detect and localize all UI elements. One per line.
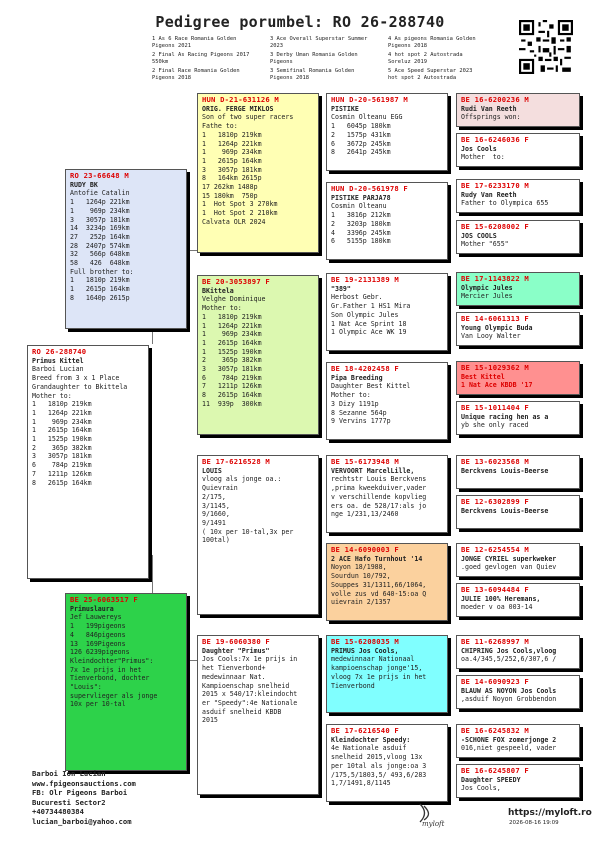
pigeon-card-g2[interactable] (456, 133, 580, 167)
contact-line: +40734480384 (32, 807, 84, 816)
pigeon-info-line: 8 2615p 164km (202, 391, 262, 400)
pigeon-info-line: per 10tal als jonge:oa 3 (331, 761, 427, 770)
pigeon-name: Olympic Jules (461, 283, 513, 292)
pigeon-card-ssd[interactable] (326, 182, 448, 260)
ring-number: BE 15-6208035 M (331, 637, 399, 646)
pigeon-info-line: Kleindochter"Primus": (70, 656, 154, 665)
pigeon-info-line: 1 1264p 221km (70, 198, 130, 207)
pigeon-info-line: Jos Cools, (461, 784, 501, 793)
pigeon-info-line: Daughter Best Kittel (331, 382, 411, 391)
results-list (152, 36, 507, 82)
pigeon-card-g15[interactable] (456, 724, 580, 758)
pigeon-info-line: 9 Vervins 1777p (331, 417, 391, 426)
pigeon-info-line: medewinnaar Nat. (202, 672, 266, 681)
pigeon-info-line: 9/1491 (202, 518, 226, 527)
pigeon-name: LOUIS (202, 466, 222, 475)
pigeon-info-line: 3 Dizy 1191p (331, 399, 379, 408)
ring-number: BE 16-6245832 M (461, 726, 529, 735)
pigeon-info-line: vloog 7x 1e prijs in het (331, 672, 427, 681)
qr-code (519, 20, 573, 74)
pigeon-info-line: vloog als jonge oa.: (202, 475, 282, 484)
pigeon-info-line: Fathe to: (202, 122, 238, 131)
pigeon-card-dd[interactable] (197, 635, 319, 795)
pigeon-info-line: 8 164km 2615p (202, 174, 262, 183)
pigeon-info-line: Souppes 31/1311,66/1064, (331, 580, 427, 589)
pigeon-info-line: Herbost Gebr. (331, 293, 383, 302)
pigeon-card-g12[interactable] (456, 583, 580, 617)
pigeon-info-line: Kampioenschap snelheid (202, 681, 290, 690)
result-entry: 3 Ace Overall Superstar Summer 2023 (270, 36, 368, 49)
pigeon-name: Rudy Van Reeth (461, 190, 517, 199)
pigeon-name: VERVOORT MarcelLille, (331, 466, 415, 475)
pigeon-info-line: 1 1810p 219km (202, 312, 262, 321)
pigeon-info-line: 2 365p 382km (32, 443, 92, 452)
pigeon-info-line: 3 3057p 181km (32, 452, 92, 461)
pigeon-info-line: 32 566p 648km (70, 250, 130, 259)
pigeon-info-line: Jos Cools:7x 1e prijs in (202, 655, 298, 664)
pigeon-name: JOS COOLS (461, 231, 497, 240)
result-entry: 4 hot spot 2 Autostrada Soreluz 2019 (388, 52, 463, 65)
pedigree-title: Pedigree porumbel: RO 26-288740 (155, 13, 445, 31)
pigeon-info-line: 10x per 10-tal (70, 700, 126, 709)
pigeon-card-sd[interactable] (197, 275, 319, 435)
pigeon-name: PISTIKE (331, 104, 359, 113)
svg-text:myloft: myloft (422, 820, 445, 828)
pigeon-info-line: 1 Hot Spot 3 270km (202, 200, 278, 209)
pigeon-info-line: 2015 (202, 716, 218, 725)
pigeon-info-line: 17 262km 1488p (202, 183, 258, 192)
pigeon-info-line: 13 169Pigeons (70, 639, 126, 648)
pigeon-card-dam[interactable] (65, 593, 187, 771)
pigeon-info-line: 1 969p 234km (32, 417, 92, 426)
pigeon-card-g3[interactable] (456, 179, 580, 213)
pigeon-name: ORIG. FERGE MIKLOS (202, 104, 274, 113)
print-date: 2026-08-16 19:09 (509, 820, 559, 826)
pigeon-info-line: Velghe Dominique (202, 295, 266, 304)
ring-number: HUN D-21-631126 M (202, 95, 279, 104)
pigeon-name: JULIE 100% Heremans, (461, 594, 541, 603)
breeder-contact (32, 769, 136, 826)
pigeon-info-line: 2/175, (202, 492, 226, 501)
pigeon-info-line: Son Olympic Jules (331, 310, 399, 319)
pigeon-info-line: asduif snelheid KBDB (202, 707, 282, 716)
pigeon-info-line: 14 3234p 169km (70, 224, 130, 233)
pigeon-info-line: 6 3672p 245km (331, 139, 391, 148)
pigeon-info-line: Father to Olympica 655 (461, 199, 549, 208)
pigeon-info-line: het Tienverbond+ (202, 664, 266, 673)
pigeon-info-line: 6 784p 219km (202, 373, 262, 382)
result-entry: 4 As pigeons Romania Golden Pigeons 2018 (388, 36, 476, 49)
contact-line: Barboi Ion Lucian (32, 769, 106, 778)
pigeon-card-ss[interactable] (197, 93, 319, 253)
pigeon-info-line: 8 Sezanne 564p (331, 408, 387, 417)
pigeon-info-line: 1 Hot Spot 2 210km (202, 209, 278, 218)
pigeon-info-line: 1 1525p 190km (202, 347, 262, 356)
pigeon-info-line: 28 2407p 574km (70, 241, 130, 250)
pigeon-info-line: kampioenschap jonge'15, (331, 664, 423, 673)
pigeon-info-line: v verschillende kopvlieg (331, 492, 427, 501)
pigeon-info-line: /175,5/1803,5/ 493,6/283 (331, 770, 427, 779)
pigeon-card-dss[interactable] (326, 455, 448, 533)
ring-number: BE 12-6302899 F (461, 497, 529, 506)
pigeon-name: Young Olympic Buda (461, 323, 533, 332)
pigeon-info-line: 1 1525p 190km (32, 435, 92, 444)
pigeon-info-line: moeder v oa 003-14 (461, 603, 533, 612)
ring-number: BE 17-6216528 M (202, 457, 270, 466)
pigeon-name: Daughter "Primus" (202, 646, 270, 655)
pigeon-info-line: Van Looy Walter (461, 332, 521, 341)
pigeon-info-line: 1 2615p 164km (70, 285, 130, 294)
pigeon-info-line: er "Speedy":4e Nationale (202, 698, 298, 707)
pigeon-card-sds[interactable] (326, 273, 448, 351)
contact-line: Bucuresti Sector2 (32, 797, 106, 807)
pigeon-card-sdd[interactable] (326, 362, 448, 440)
pigeon-name: 2 ACE Hafo Turnhout '14 (331, 554, 423, 563)
pigeon-card-g11[interactable] (456, 543, 580, 577)
result-entry: 2 Final Race Romania Golden Pigeons 2018 (152, 68, 240, 81)
pigeon-info-line: Tienverbond (331, 681, 375, 690)
pigeon-info-line: 1 Nat Ace Sprint 18 (331, 319, 407, 328)
pigeon-info-line: uievrain 2/1357 (331, 598, 391, 607)
pigeon-info-line: Mother to: (202, 304, 242, 313)
pigeon-info-line: Offsprings won: (461, 113, 521, 122)
pigeon-card-ddd[interactable] (326, 724, 448, 802)
ring-number: RO 23-66648 M (70, 171, 129, 180)
pigeon-info-line: 15 180km 750p (202, 191, 258, 200)
pigeon-info-line: 016,niet gespeeld, vader (461, 744, 557, 753)
site-url[interactable]: https://myloft.ro (508, 808, 592, 818)
ring-number: BE 15-6208002 F (461, 222, 529, 231)
pigeon-info-line: 58 426 648km (70, 259, 130, 268)
contact-line[interactable]: www.fpigeonsauctions.com (32, 778, 136, 788)
pigeon-name: Jos Cools (461, 144, 497, 153)
ring-number: BE 12-6254554 M (461, 545, 529, 554)
ring-number: BE 15-1011404 F (461, 403, 529, 412)
pigeon-info-line: 6 5155p 180km (331, 237, 391, 246)
pigeon-name: Best Kittel (461, 372, 505, 381)
pigeon-info-line: 1 Olympic Ace WK 19 (331, 328, 407, 337)
pigeon-info-line: Mother to: (32, 391, 72, 400)
pigeon-info-line: medewinnaar Nationaal (331, 655, 415, 664)
pigeon-info-line: 1,7/1491,8/1145 (331, 779, 391, 788)
pigeon-info-line: 3 3057p 181km (202, 165, 262, 174)
pigeon-name: Rudi Van Reeth (461, 104, 517, 113)
ring-number: HUN D-20-561978 F (331, 184, 408, 193)
pigeon-info-line: 4 846pigeons (70, 630, 126, 639)
pigeon-info-line: 2015 x 540/17:kleindocht (202, 690, 298, 699)
pigeon-info-line: ,prima kweekduiver,vader (331, 484, 427, 493)
ring-number: BE 17-1143822 M (461, 274, 529, 283)
pigeon-info-line: Full brother to: (70, 267, 134, 276)
ring-number: BE 11-6268997 M (461, 637, 529, 646)
pigeon-info-line: 4 3396p 245km (331, 228, 391, 237)
ring-number: BE 19-2131389 M (331, 275, 399, 284)
pigeon-info-line: Mother to: (461, 153, 505, 162)
ring-number: BE 20-3053897 F (202, 277, 270, 286)
pigeon-name: CHIPRING Jos Cools,vloog (461, 646, 557, 655)
pigeon-info-line: rechtstr Louis Berckvens (331, 475, 427, 484)
pigeon-card-dds[interactable] (326, 635, 448, 713)
pigeon-info-line: 1 1810p 219km (32, 400, 92, 409)
contact-line: FB: Olr Pigeons Barboi (32, 788, 128, 797)
pigeon-info-line: .goed gevlogen van Quiev (461, 563, 557, 572)
pigeon-info-line: 7x 1e prijs in het (70, 665, 142, 674)
pigeon-info-line: 27 252p 164km (70, 232, 130, 241)
pigeon-info-line: 11 939p 300km (202, 399, 262, 408)
result-entry: 2 Final As Racing Pigeons 2017 550km (152, 52, 250, 65)
pigeon-name: "389" (331, 284, 351, 293)
pigeon-card-g14[interactable] (456, 675, 580, 709)
pigeon-name: Primus Kittel (32, 356, 84, 365)
pigeon-info-line: Cosmin Olteanu (331, 202, 387, 211)
ring-number: BE 15-6173948 M (331, 457, 399, 466)
pigeon-card-g1[interactable] (456, 93, 580, 127)
pigeon-card-sire[interactable] (65, 169, 187, 329)
contact-line[interactable]: lucian_barboi@yahoo.com (32, 816, 132, 826)
pigeon-info-line: 1 969p 234km (202, 148, 262, 157)
pigeon-info-line: 7 1211p 126km (32, 469, 92, 478)
pigeon-info-line: volle zus vd 640-15:oa Q (331, 589, 427, 598)
ring-number: BE 17-6216540 F (331, 726, 399, 735)
pigeon-info-line: supervlieger als jonge (70, 691, 158, 700)
pigeon-info-line: Gr.Father 1 HS1 Mira (331, 302, 411, 311)
pigeon-name: Unique racing hen as a (461, 412, 549, 421)
pigeon-card-g4[interactable] (456, 220, 580, 254)
pigeon-info-line: 1 1810p 219km (70, 276, 130, 285)
ring-number: BE 14-6090003 F (331, 545, 399, 554)
pigeon-card-g5[interactable] (456, 272, 580, 306)
pigeon-info-line: 126 6239pigeons (70, 648, 130, 657)
pigeon-info-line: 1 1264p 221km (32, 408, 92, 417)
ring-number: BE 17-6233170 M (461, 181, 529, 190)
pigeon-info-line: 4e Nationale asduif (331, 744, 407, 753)
pigeon-info-line: 1 Nat Ace KBDB '17 (461, 381, 533, 390)
pigeon-card-sss[interactable] (326, 93, 448, 171)
pigeon-card-subject[interactable] (27, 345, 149, 579)
pigeon-info-line: Mother to: (331, 391, 371, 400)
pigeon-card-g9[interactable] (456, 455, 580, 489)
pigeon-card-dsd[interactable] (326, 543, 448, 621)
pigeon-info-line: 100tal) (202, 536, 230, 545)
pigeon-name: RUDY BK (70, 180, 98, 189)
result-entry: 3 Semifinal Romania Golden Pigeons 2018 (270, 68, 355, 81)
pigeon-name: BLAUW AS NOYON Jos Cools (461, 686, 557, 695)
pigeon-name: JONGE CYRIEL superkweker (461, 554, 557, 563)
pigeon-info-line: 1 1264p 221km (202, 139, 262, 148)
ring-number: BE 25-6063517 F (70, 595, 138, 604)
ring-number: BE 19-6060380 F (202, 637, 270, 646)
pigeon-info-line: Mercier Jules (461, 292, 513, 301)
pigeon-info-line: 1 1264p 221km (202, 321, 262, 330)
ring-number: BE 16-6200236 M (461, 95, 529, 104)
pigeon-info-line: Barboi Lucian (32, 365, 84, 374)
result-entry: 3 Derby Uman Romania Golden Pigeons (270, 52, 358, 65)
pigeon-name: PISTIKE PARJA78 (331, 193, 391, 202)
pigeon-name: PRIMUS Jos Cools, (331, 646, 399, 655)
pigeon-info-line: Mother "655" (461, 240, 509, 249)
ring-number: BE 16-6245807 F (461, 766, 529, 775)
result-entry: 1 As 6 Race Romania Golden Pigeons 2021 (152, 36, 237, 49)
pigeon-info-line: 1 2615p 164km (32, 426, 92, 435)
pigeon-name: Berckvens Louis-Beerse (461, 466, 549, 475)
ring-number: BE 14-6061313 F (461, 314, 529, 323)
pigeon-info-line: 1 969p 234km (70, 206, 130, 215)
pigeon-info-line: 1 2615p 164km (202, 338, 262, 347)
pigeon-info-line: nge 1/231,13/2460 (331, 510, 399, 519)
pigeon-info-line: Breed from 3 x 1 Place (32, 374, 120, 383)
pigeon-info-line: yb she only raced (461, 421, 529, 430)
connector-line (152, 555, 153, 595)
pigeon-info-line: oa.4/345,5/252,6/307,6 / (461, 655, 557, 664)
pigeon-info-line: 8 2641p 245km (331, 148, 391, 157)
pigeon-name: Pipa Breeding (331, 373, 383, 382)
pigeon-info-line: 7 1211p 126km (202, 382, 262, 391)
pigeon-card-g10[interactable] (456, 495, 580, 529)
pigeon-info-line: 2 1575p 431km (331, 130, 391, 139)
pigeon-info-line: Cosmin Olteanu EGG (331, 113, 403, 122)
pigeon-info-line: 1 199pigeons (70, 622, 126, 631)
pigeon-info-line: 2 365p 382km (202, 356, 262, 365)
pigeon-info-line: ers oa. de 528/17:als jo (331, 501, 427, 510)
pigeon-info-line: 1 969p 234km (202, 330, 262, 339)
pigeon-info-line: 9/1660, (202, 510, 230, 519)
pigeon-info-line: 3 3057p 181km (202, 365, 262, 374)
pigeon-name: Kleindochter Speedy: (331, 735, 411, 744)
pigeon-info-line: 1 1810p 219km (202, 130, 262, 139)
pigeon-name: Berckvens Louis-Beerse (461, 506, 549, 515)
pigeon-name: BKittela (202, 286, 234, 295)
pigeon-info-line: Sourdun 10/792, (331, 572, 391, 581)
ring-number: BE 13-6094484 F (461, 585, 529, 594)
pigeon-info-line: 6 784p 219km (32, 461, 92, 470)
ring-number: HUN D-20-561987 M (331, 95, 408, 104)
pigeon-info-line: 1 6045p 180km (331, 122, 391, 131)
pigeon-card-g7[interactable] (456, 361, 580, 395)
ring-number: RO 26-288740 (32, 347, 87, 356)
ring-number: BE 16-6246036 F (461, 135, 529, 144)
pigeon-info-line: 1 3816p 212km (331, 211, 391, 220)
ring-number: BE 18-4202458 F (331, 364, 399, 373)
pigeon-info-line: 8 1640p 2615p (70, 293, 130, 302)
pigeon-info-line: Tienverbond, dochter (70, 674, 150, 683)
pigeon-name: Daughter SPEEDY (461, 775, 521, 784)
pigeon-info-line: Noyon 18/1988, (331, 563, 387, 572)
ring-number: BE 14-6090923 F (461, 677, 529, 686)
pigeon-info-line: 3 3057p 181km (70, 215, 130, 224)
ring-number: BE 13-6023568 M (461, 457, 529, 466)
pigeon-info-line: Calvata OLR 2024 (202, 217, 266, 226)
pigeon-info-line: ,asduif Noyon Grobbendon (461, 695, 557, 704)
pigeon-info-line: Quievrain (202, 484, 238, 493)
pigeon-card-g13[interactable] (456, 635, 580, 669)
pigeon-info-line: 8 2615p 164km (32, 478, 92, 487)
pigeon-info-line: ( 10x per 10-tal,3x per (202, 527, 294, 536)
pigeon-info-line: Antofie Catalin (70, 189, 130, 198)
pigeon-info-line: snelheid 2015,vloog 13x (331, 753, 423, 762)
pigeon-name: Primuslaura (70, 604, 114, 613)
pigeon-card-g8[interactable] (456, 401, 580, 435)
pigeon-card-ds[interactable] (197, 455, 319, 615)
pigeon-info-line: Son of two super racers (202, 113, 294, 122)
pigeon-name: -SCHONE FOX zomerjonge 2 (461, 735, 557, 744)
pigeon-info-line: 2 3203p 180km (331, 219, 391, 228)
pigeon-card-g16[interactable] (456, 764, 580, 798)
pigeon-info-line: Grandaughter to Bkittela (32, 382, 128, 391)
pigeon-info-line: "Louis": (70, 683, 102, 692)
pigeon-info-line: Jef Lauwereys (70, 613, 122, 622)
ring-number: BE 15-1029362 M (461, 363, 529, 372)
result-entry: 5 Ace Speed Superstar 2023 hot spot 2 Autostrada (388, 68, 473, 81)
pigeon-info-line: 1 2615p 164km (202, 156, 262, 165)
myloft-logo (412, 800, 452, 828)
pigeon-card-g6[interactable] (456, 312, 580, 346)
pigeon-info-line: 3/1145, (202, 501, 230, 510)
